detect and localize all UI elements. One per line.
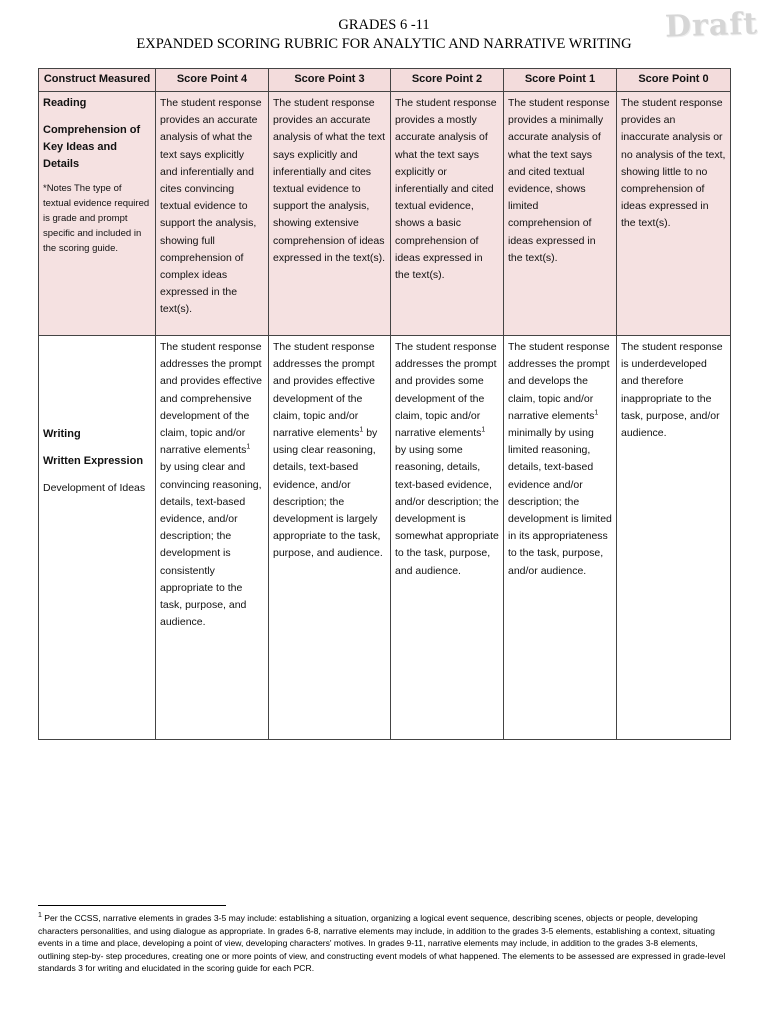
reading-score-4: The student response provides an accurate analysis of what the text says explicitly and inferentially and cites convincing textual evidence to support the analysis, showing full comprehension of complex ideas expressed in the text(s). bbox=[156, 92, 269, 336]
writing-score-4-text: The student response addresses the prompt and provides effective and comprehensive development of the claim, topic and/or narrative elements bbox=[160, 341, 262, 457]
reading-score-3: The student response provides an accurate analysis of what the text says explicitly and inferentially and cites textual evidence to support the analysis, showing extensive comprehension of ideas expressed in the text(s). bbox=[269, 92, 391, 336]
writing-score-0-text: The student response is underdeveloped and therefore inappropriate to the task, purpose, and/or audience. bbox=[621, 341, 723, 440]
table-header-row bbox=[39, 69, 731, 92]
header-score-point-2: Score Point 2 bbox=[391, 69, 504, 92]
footnote-ref: 1 bbox=[594, 409, 599, 417]
reading-score-2: The student response provides a mostly accurate analysis of what the text says explicitly or inferentially and cited textual evidence, shows a basic comprehension of ideas expressed in the text(s). bbox=[391, 92, 504, 336]
writing-score-2-text-cont: by using some reasoning, details, text-based evidence, and/or description; the development is somewhat appropriate to the task, purpose, and audience. bbox=[395, 444, 499, 577]
writing-score-4-text-cont: by using clear and convincing reasoning, details, text-based evidence, and/or description; the development is consistently appropriate to the task, purpose, and audience. bbox=[160, 461, 262, 629]
title-rubric: EXPANDED SCORING RUBRIC FOR ANALYTIC AND NARRATIVE WRITING bbox=[136, 36, 632, 52]
footnote-text: Per the CCSS, narrative elements in grades 3-5 may include: establishing a situation, organizing a logical event sequence, describing scenes, objects or people, developing characters personalities, and using dialogue as appropriate. In grades 6-8, narrative elements may include, in addition to the grades 3-5 elements, establishing a context, situating events in a time and place, developing a point of view, developing characters' motives. In grades 9-11, narrative elements may include, in addition to the grades 3-8 elements, outlining step-by- step procedures, creating one or more points of view, and constructing event models of what happened. The elements to be assessed are expressed in grade-level standards 3 for writing and elucidated in the scoring guide for each PCR. bbox=[38, 913, 726, 974]
footnote-ref: 1 bbox=[481, 426, 486, 434]
header-construct-measured: Construct Measured bbox=[39, 69, 156, 92]
writing-score-0 bbox=[617, 336, 731, 740]
writing-score-4 bbox=[156, 336, 269, 740]
construct-reading-subtitle: Comprehension of Key Ideas and Details bbox=[43, 124, 141, 170]
footnote-mark: 1 bbox=[38, 912, 42, 920]
header-score-point-3: Score Point 3 bbox=[269, 69, 391, 92]
writing-score-2 bbox=[391, 336, 504, 740]
page-title bbox=[0, 16, 768, 54]
header-score-point-1: Score Point 1 bbox=[504, 69, 617, 92]
scoring-rubric-table bbox=[38, 68, 731, 740]
construct-writing bbox=[39, 336, 156, 740]
table-row-reading bbox=[39, 92, 731, 336]
construct-reading bbox=[39, 92, 156, 336]
footnote-divider bbox=[38, 905, 226, 906]
footnote-ref: 1 bbox=[246, 443, 251, 451]
reading-score-1: The student response provides a minimally accurate analysis of what the text says and cited textual evidence, shows limited comprehension of ideas expressed in the text(s). bbox=[504, 92, 617, 336]
title-grades: GRADES 6 -11 bbox=[338, 17, 430, 33]
header-score-point-4: Score Point 4 bbox=[156, 69, 269, 92]
writing-score-3-text-cont: by using clear reasoning, details, text-based evidence, and/or description; the development is largely appropriate to the task, purpose, and audience. bbox=[273, 427, 383, 560]
construct-writing-note: Development of Ideas bbox=[43, 482, 146, 494]
writing-score-1 bbox=[504, 336, 617, 740]
construct-reading-note: *Notes The type of textual evidence required is grade and prompt specific and included in the scoring guide. bbox=[43, 183, 150, 254]
writing-score-2-text: The student response addresses the prompt and provides some development of the claim, topic and/or narrative elements bbox=[395, 341, 497, 440]
draft-watermark: Draft bbox=[664, 6, 759, 45]
writing-score-1-text: The student response addresses the prompt and develops the claim, topic and/or narrative elements bbox=[508, 341, 610, 422]
writing-score-3-text: The student response addresses the prompt and provides effective development of the claim, topic and/or narrative elements bbox=[273, 341, 375, 440]
footnote-ref: 1 bbox=[359, 426, 364, 434]
construct-writing-subtitle: Written Expression bbox=[43, 455, 144, 467]
writing-score-3 bbox=[269, 336, 391, 740]
construct-reading-title: Reading bbox=[43, 97, 87, 109]
footnote bbox=[38, 912, 730, 975]
header-score-point-0: Score Point 0 bbox=[617, 69, 731, 92]
table-row-writing bbox=[39, 336, 731, 740]
reading-score-0: The student response provides an inaccurate analysis or no analysis of the text, showing little to no comprehension of ideas expressed in the text(s). bbox=[617, 92, 731, 336]
writing-score-1-text-cont: minimally by using limited reasoning, details, text-based evidence and/or description; the development is limited in its appropriateness to the task, purpose, and/or audience. bbox=[508, 427, 612, 577]
construct-writing-title: Writing bbox=[43, 428, 81, 440]
